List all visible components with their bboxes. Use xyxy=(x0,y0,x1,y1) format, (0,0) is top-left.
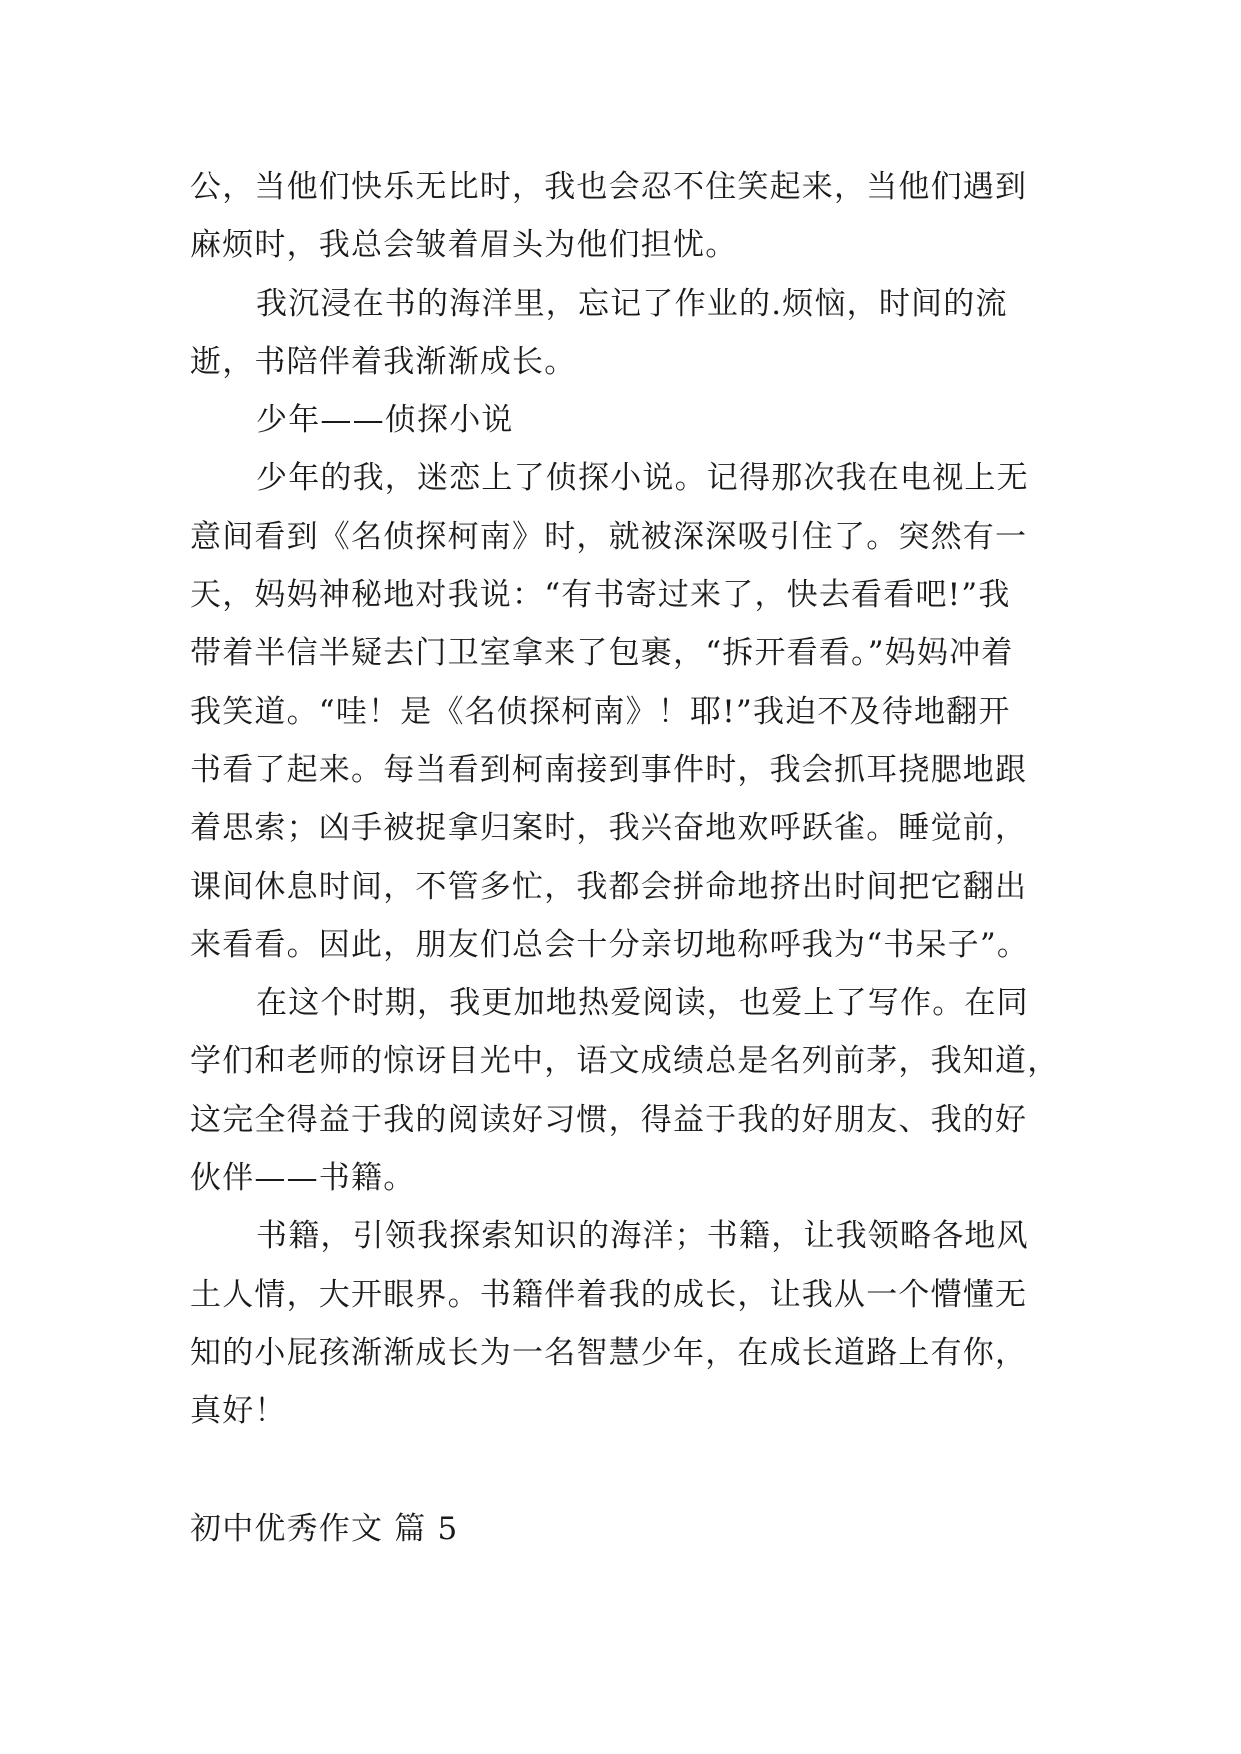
text-line: 着思索；凶手被捉拿归案时，我兴奋地欢呼跃雀。睡觉前， xyxy=(190,810,1028,847)
subheading xyxy=(190,391,1070,449)
text-line: 少年的我，迷恋上了侦探小说。记得那次我在电视上无 xyxy=(256,460,1029,497)
text-line: 学们和老师的惊讶目光中，语文成绩总是名列前茅，我知道， xyxy=(190,1043,1060,1080)
paragraph xyxy=(190,275,1070,392)
text-line: 我笑道。“哇！是《名侦探柯南》！耶!”我迫不及待地翻开 xyxy=(190,693,1011,730)
text-line: 课间休息时间，不管多忙，我都会拼命地挤出时间把它翻出 xyxy=(190,868,1028,905)
paragraph xyxy=(190,1207,1070,1440)
section-heading: 初中优秀作文 篇 5 xyxy=(190,1511,459,1547)
text-line: 来看看。因此，朋友们总会十分亲切地称呼我为“书呆子”。 xyxy=(190,926,1030,963)
essay-body xyxy=(190,158,1070,1441)
text-line: 公，当他们快乐无比时，我也会忍不住笑起来，当他们遇到 xyxy=(190,169,1028,205)
text-line: 逝，书陪伴着我渐渐成长。 xyxy=(190,343,577,380)
text-line: 天，妈妈神秘地对我说：“有书寄过来了，快去看看吧!”我 xyxy=(190,577,1011,614)
subheading-text: 少年——侦探小说 xyxy=(256,402,514,439)
text-line: 我沉浸在书的海洋里，忘记了作业的.烦恼，时间的流 xyxy=(256,285,1008,322)
paragraph xyxy=(190,449,1070,974)
paragraph xyxy=(190,974,1070,1207)
text-line: 土人情，大开眼界。书籍伴着我的成长，让我从一个懵懂无 xyxy=(190,1276,1028,1313)
paragraph xyxy=(190,158,1070,275)
text-line: 意间看到《名侦探柯南》时，就被深深吸引住了。突然有一 xyxy=(190,518,1028,555)
text-line: 在这个时期，我更加地热爱阅读，也爱上了写作。在同 xyxy=(256,985,1029,1022)
text-line: 知的小屁孩渐渐成长为一名智慧少年，在成长道路上有你， xyxy=(190,1334,1028,1371)
text-line: 带着半信半疑去门卫室拿来了包裹，“拆开看看。”妈妈冲着 xyxy=(190,635,1014,672)
text-line: 书籍，引领我探索知识的海洋；书籍，让我领略各地风 xyxy=(256,1218,1029,1255)
text-line: 伙伴——书籍。 xyxy=(190,1160,416,1197)
text-line: 真好！ xyxy=(190,1393,287,1430)
text-line: 麻烦时，我总会皱着眉头为他们担忧。 xyxy=(190,227,738,264)
text-line: 这完全得益于我的阅读好习惯，得益于我的好朋友、我的好 xyxy=(190,1101,1028,1138)
text-line: 书看了起来。每当看到柯南接到事件时，我会抓耳挠腮地跟 xyxy=(190,751,1028,788)
